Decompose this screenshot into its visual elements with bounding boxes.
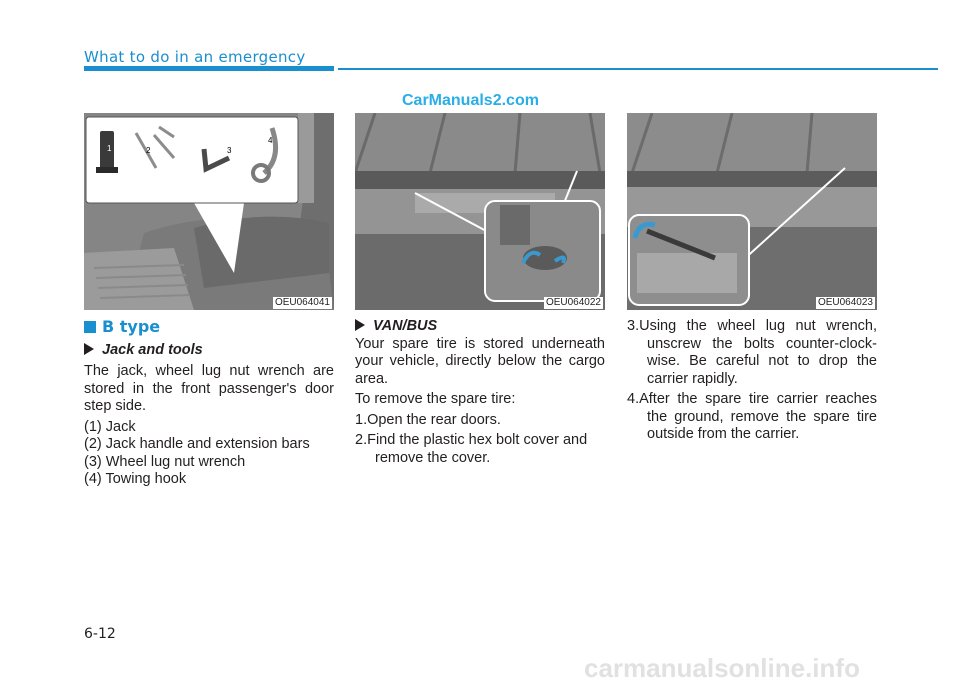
figure-code: OEU064023 bbox=[817, 297, 873, 308]
cargo-illustration bbox=[355, 113, 605, 310]
figure-jack-and-tools bbox=[84, 113, 334, 310]
column-b-type bbox=[84, 318, 334, 489]
section-heading-text: B type bbox=[102, 317, 161, 336]
step-item: 2.Find the plastic hex bolt cover and remove the cover. bbox=[355, 432, 588, 466]
step-item: 3.Using the wheel lug nut wrench, unscrew the bolts counter-clock-wise. Be careful not to drop the carrier rapidly. bbox=[627, 318, 877, 387]
callout-1: 1 bbox=[107, 144, 112, 153]
step-item: 4.After the spare tire carrier reaches the ground, remove the spare tire outside from the carrier. bbox=[627, 391, 877, 442]
subheading-text: Jack and tools bbox=[102, 341, 203, 358]
header-bar-thick bbox=[84, 66, 334, 71]
subheading bbox=[84, 342, 334, 360]
body-paragraph: To remove the spare tire: bbox=[355, 391, 516, 407]
callout-4: 4 bbox=[268, 136, 273, 145]
section-heading bbox=[84, 318, 334, 336]
watermark-top: CarManuals2.com bbox=[402, 92, 539, 109]
figure-code: OEU064041 bbox=[274, 297, 330, 308]
callout-2: 2 bbox=[146, 146, 151, 155]
column-van-bus bbox=[355, 318, 605, 470]
subheading bbox=[355, 318, 605, 336]
figure-wrench-bolts bbox=[627, 113, 877, 310]
figure-code: OEU064022 bbox=[545, 297, 601, 308]
intro-paragraph: The jack, wheel lug nut wrench are stored in the front passenger's door step side. bbox=[84, 363, 334, 414]
section-header-title: What to do in an emergency bbox=[84, 48, 306, 66]
list-item: (1) Jack bbox=[84, 418, 136, 435]
subheading-text: VAN/BUS bbox=[373, 318, 438, 334]
list-item: (3) Wheel lug nut wrench bbox=[84, 453, 246, 470]
wrench-illustration bbox=[627, 113, 877, 310]
callout-3: 3 bbox=[227, 146, 232, 155]
step-item: 1.Open the rear doors. bbox=[355, 411, 501, 428]
watermark-bottom: carmanualsonline.info bbox=[584, 653, 860, 683]
header-bar-thin bbox=[338, 68, 938, 70]
page-number: 6-12 bbox=[84, 626, 116, 642]
figure-hex-bolt-cover bbox=[355, 113, 605, 310]
column-steps bbox=[627, 318, 877, 447]
body-paragraph: Your spare tire is stored underneath your vehicle, directly below the cargo area. bbox=[355, 335, 605, 387]
arrow-icon bbox=[355, 319, 365, 331]
list-item: (4) Towing hook bbox=[84, 471, 187, 487]
arrow-icon bbox=[84, 343, 94, 355]
tools-illustration bbox=[84, 113, 334, 310]
square-bullet-icon bbox=[84, 321, 96, 333]
list-item: (2) Jack handle and extension bars bbox=[84, 436, 310, 452]
